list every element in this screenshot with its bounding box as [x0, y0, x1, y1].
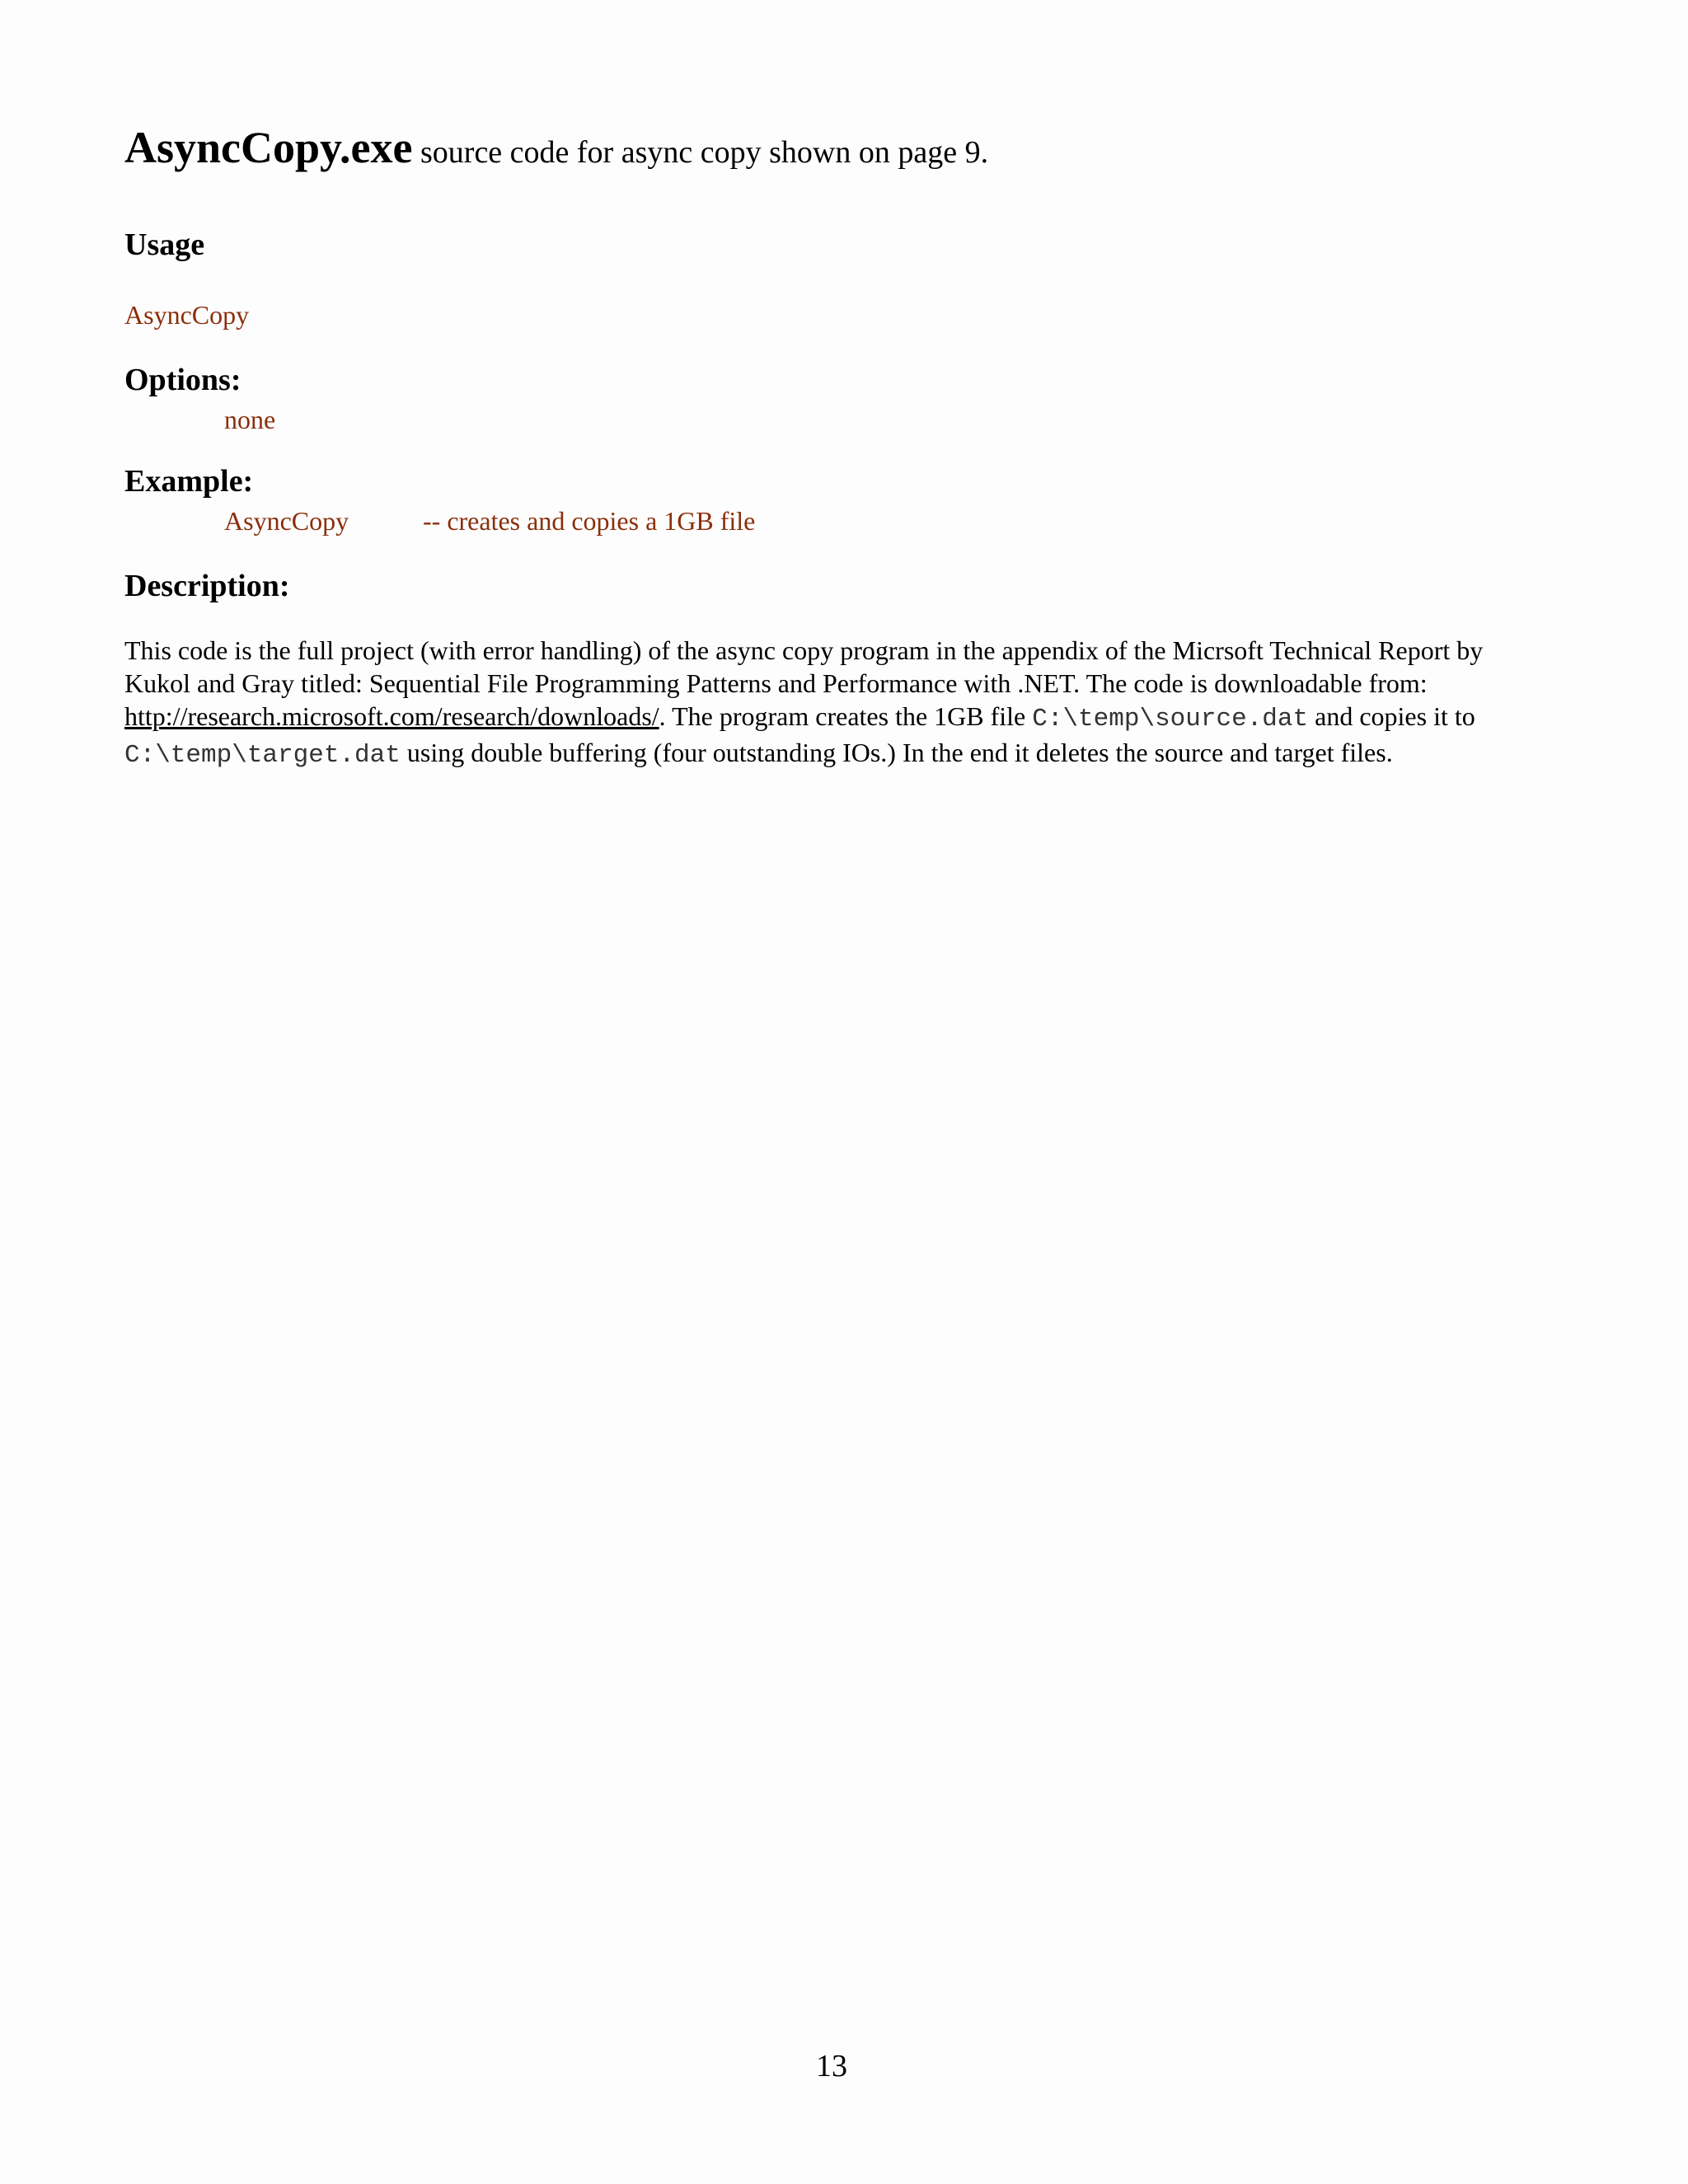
page-number: 13: [816, 2049, 847, 2083]
example-row: [124, 506, 1542, 537]
example-command: AsyncCopy: [224, 505, 349, 536]
program-name: AsyncCopy.exe: [124, 123, 413, 172]
options-value: none: [224, 404, 276, 434]
source-path: C:\temp\source.dat: [1032, 704, 1309, 733]
description-text-4: using double buffering (four outstanding IOs.) In the end it deletes the source and target files.: [400, 737, 1393, 767]
description-text-2: . The program creates the 1GB file: [659, 701, 1033, 731]
title-subtext: source code for async copy shown on page 9.: [412, 135, 989, 170]
document-page: [124, 124, 1542, 799]
description-text-1: This code is the full project (with error handling) of the async copy program in the appendix of the Micrsoft Technical Report by Kukol and Gray titled: Sequential File Programming Patterns and Performance with .NET. The code is downloadable from:: [124, 635, 1484, 698]
downloads-link[interactable]: http://research.microsoft.com/research/downloads/: [124, 701, 659, 731]
description-heading: Description:: [124, 568, 290, 603]
options-heading: Options:: [124, 363, 241, 398]
description-text-3: and copies it to: [1308, 701, 1475, 731]
page-title: [124, 124, 1542, 172]
example-comment: -- creates and copies a 1GB file: [423, 505, 756, 536]
usage-command: AsyncCopy: [124, 300, 250, 330]
usage-heading: Usage: [124, 227, 205, 263]
description-paragraph: [124, 634, 1542, 772]
target-path: C:\temp\target.dat: [124, 740, 401, 770]
example-heading: Example:: [124, 463, 254, 499]
